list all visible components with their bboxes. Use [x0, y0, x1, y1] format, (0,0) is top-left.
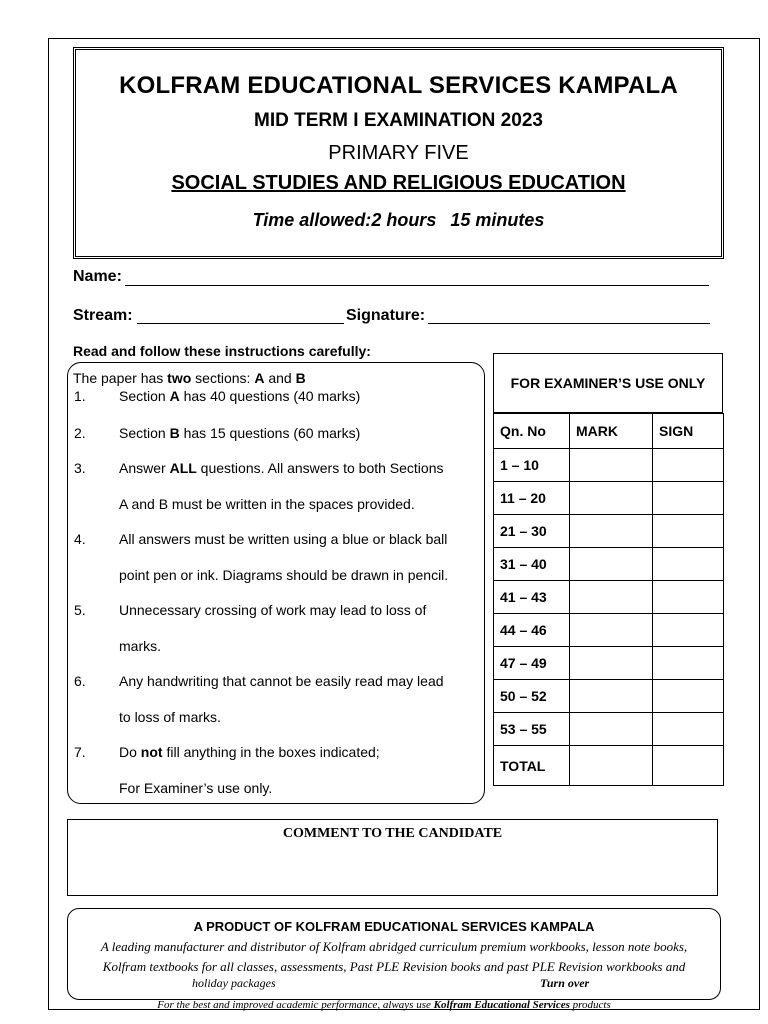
sign-cell[interactable] — [653, 449, 724, 482]
sign-cell[interactable] — [653, 713, 724, 746]
table-row — [494, 713, 724, 746]
intro-bold-b: B — [295, 370, 306, 386]
mark-cell[interactable] — [570, 647, 653, 680]
column-header-qn: Qn. No — [494, 414, 570, 449]
signature-label: Signature: — [346, 307, 426, 324]
exam-title: MID TERM I EXAMINATION 2023 — [254, 110, 543, 131]
name-field[interactable] — [125, 285, 709, 286]
total-sign-cell[interactable] — [653, 746, 724, 786]
table-row — [494, 647, 724, 680]
intro-text: and — [264, 370, 296, 386]
table-row — [494, 548, 724, 581]
instruction-text: Any handwriting that cannot be easily read may lead — [119, 673, 444, 689]
instruction-text: Section B has 15 questions (60 marks) — [119, 425, 361, 441]
mark-cell[interactable] — [570, 515, 653, 548]
total-mark-cell[interactable] — [570, 746, 653, 786]
instructions-title: Read and follow these instructions carefully: — [73, 343, 371, 359]
instruction-text: All answers must be written using a blue or black ball — [119, 531, 448, 547]
question-range: 50 – 52 — [494, 680, 570, 713]
question-range: 53 – 55 — [494, 713, 570, 746]
table-row — [494, 680, 724, 713]
instruction-number: 3. — [74, 460, 86, 476]
footer-line: Kolfram textbooks for all classes, assessments, Past PLE Revision books and past PLE Revision workbooks and — [102, 959, 686, 974]
question-range: 1 – 10 — [494, 449, 570, 482]
mark-cell[interactable] — [570, 449, 653, 482]
examiner-table — [493, 413, 724, 786]
instruction-number: 1. — [74, 388, 86, 404]
mark-cell[interactable] — [570, 713, 653, 746]
table-row — [494, 515, 724, 548]
signature-field[interactable] — [428, 323, 710, 324]
stream-label: Stream: — [73, 307, 133, 324]
intro-bold-a: A — [254, 370, 265, 386]
table-row — [494, 449, 724, 482]
intro-text: sections: — [191, 370, 255, 386]
instruction-number: 6. — [74, 673, 86, 689]
class-level: PRIMARY FIVE — [328, 142, 469, 164]
instruction-text: Do not fill anything in the boxes indicated; — [119, 744, 380, 760]
instruction-text: Answer ALL questions. All answers to both Sections — [119, 460, 444, 476]
subject-text: SOCIAL STUDIES AND RELIGIOUS EDUCATION — [171, 172, 626, 194]
bottom-note: For the best and improved academic performance, always use Kolfram Educational Services products — [157, 999, 611, 1011]
subject-title — [76, 172, 721, 195]
comment-title: COMMENT TO THE CANDIDATE — [282, 826, 503, 841]
footer-line: holiday packages — [192, 976, 276, 990]
table-row — [494, 581, 724, 614]
question-range: 47 – 49 — [494, 647, 570, 680]
stream-field[interactable] — [137, 323, 344, 324]
question-range: 44 – 46 — [494, 614, 570, 647]
instructions-intro — [73, 370, 306, 386]
sign-cell[interactable] — [653, 581, 724, 614]
sign-cell[interactable] — [653, 647, 724, 680]
question-range: 41 – 43 — [494, 581, 570, 614]
sign-cell[interactable] — [653, 515, 724, 548]
table-row — [494, 482, 724, 515]
mark-cell[interactable] — [570, 548, 653, 581]
time-allowed — [76, 210, 721, 231]
table-row — [494, 614, 724, 647]
question-range: 11 – 20 — [494, 482, 570, 515]
sign-cell[interactable] — [653, 548, 724, 581]
turn-over-label: Turn over — [540, 976, 590, 990]
name-label: Name: — [73, 268, 122, 285]
intro-text: The paper has — [73, 370, 168, 386]
mark-cell[interactable] — [570, 581, 653, 614]
mark-cell[interactable] — [570, 680, 653, 713]
column-header-sign: SIGN — [653, 414, 724, 449]
question-range: 31 – 40 — [494, 548, 570, 581]
time-hours: 2 hours — [371, 210, 437, 230]
footer-box — [67, 908, 721, 1000]
instruction-text: Section A has 40 questions (40 marks) — [119, 388, 361, 404]
instruction-number: 7. — [74, 744, 86, 760]
footer-title: A PRODUCT OF KOLFRAM EDUCATIONAL SERVICES KAMPALA — [193, 919, 595, 934]
instruction-number: 5. — [74, 602, 86, 618]
school-name: KOLFRAM EDUCATIONAL SERVICES KAMPALA — [119, 72, 678, 99]
comment-box[interactable] — [67, 819, 718, 896]
sign-cell[interactable] — [653, 680, 724, 713]
time-minutes: 15 minutes — [450, 210, 545, 230]
question-range: 21 – 30 — [494, 515, 570, 548]
instruction-number: 2. — [74, 425, 86, 441]
mark-cell[interactable] — [570, 614, 653, 647]
sign-cell[interactable] — [653, 614, 724, 647]
mark-cell[interactable] — [570, 482, 653, 515]
total-label: TOTAL — [494, 746, 570, 786]
instruction-text: Unnecessary crossing of work may lead to loss of — [119, 602, 427, 618]
examiner-header: FOR EXAMINER’S USE ONLY — [493, 353, 723, 413]
instructions-box: The paper has two sections: A and B 1. Section A has 40 questions (40 marks) 2. Section B has 15 questions (60 marks) 3. Answer ALL questions. All answers to both Sections A and B must be written in the spaces provided. 4. All answers must be written using a blue or black ball point pen or ink. Diagrams should be drawn in pencil. 5. Unnecessary crossing of work may lead to loss of marks. 6. Any handwriting that cannot be easily read may lead to loss of marks. 7. Do not fill anything in the boxes indicated; For Examiner’s use only. — [67, 362, 485, 804]
sign-cell[interactable] — [653, 482, 724, 515]
instruction-number: 4. — [74, 531, 86, 547]
intro-bold-two: two — [167, 370, 192, 386]
table-header-row — [494, 414, 724, 449]
footer-line: A leading manufacturer and distributor of Kolfram abridged curriculum premium workbooks, lesson note books, — [100, 939, 688, 954]
total-row — [494, 746, 724, 786]
time-label: Time allowed: — [252, 210, 372, 230]
column-header-mark: MARK — [570, 414, 653, 449]
header-box — [73, 47, 724, 259]
